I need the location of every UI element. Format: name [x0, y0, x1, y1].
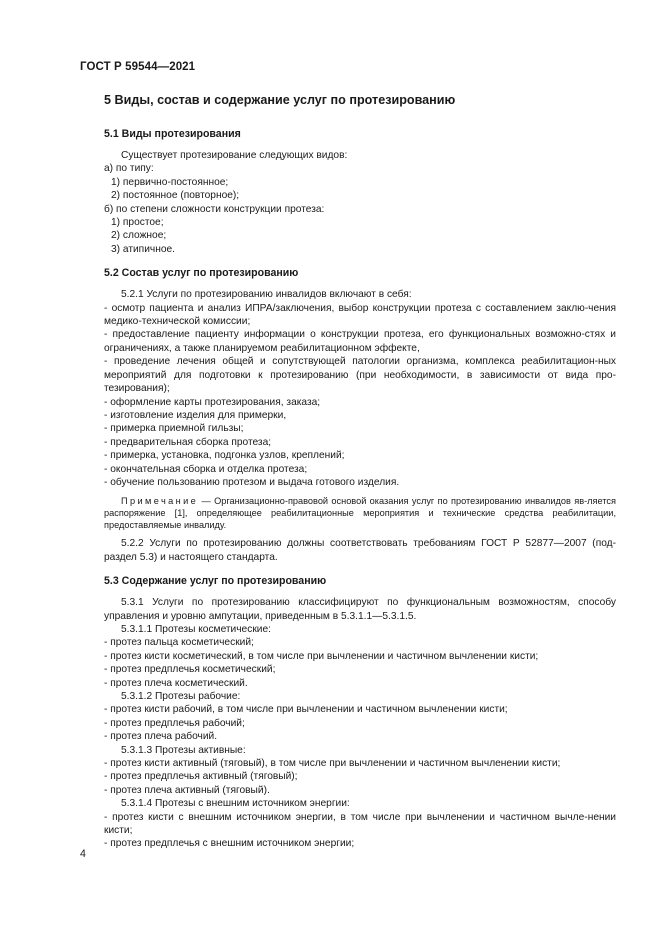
list-item: 2) постоянное (повторное);: [111, 190, 240, 202]
note: [104, 495, 616, 531]
list-item: - оформление карты протезирования, заказа;: [104, 396, 321, 408]
standard-header: ГОСТ Р 59544—2021: [80, 61, 196, 73]
section-5-1-title: 5.1 Виды протезирования: [104, 128, 241, 140]
note-label: Примечание: [121, 496, 199, 507]
list-item: - протез пальца косметический;: [104, 637, 254, 649]
page-content: [104, 93, 616, 851]
list-item: - протез кисти с внешним источником энергии, в том числе при вычленении и частичном вычле-нении кисти;: [104, 811, 616, 837]
paragraph: Существует протезирование следующих видов:: [121, 150, 348, 161]
list-item: - изготовление изделия для примерки,: [104, 409, 287, 421]
section-5-3-title: 5.3 Содержание услуг по протезированию: [104, 575, 327, 588]
list-item: - протез кисти активный (тяговый), в том числе при вычленении и частичном вычленении кисти;: [104, 758, 561, 770]
list-item: - осмотр пациента и анализ ИПРА/заключения, выбор конструкции протеза с составлением заклю-чения медико-технической комиссии;: [104, 302, 616, 328]
paragraph: 5.2.1 Услуги по протезированию инвалидов включают в себя:: [121, 289, 412, 301]
note-dash: —: [198, 496, 215, 507]
list-item: б) по степени сложности конструкции протеза:: [104, 203, 325, 215]
list-item: - предварительная сборка протеза;: [104, 436, 272, 448]
list-item: - предоставление пациенту информации о конструкции протеза, его функциональных возможно-стях и ограничениях, а также планируемом реабилитационном эффекте,: [104, 329, 616, 354]
chapter-title: 5 Виды, состав и содержание услуг по протезированию: [104, 93, 456, 107]
list-item: - протез предплечья активный (тяговый);: [104, 771, 298, 783]
list-item: 5.3.1.2 Протезы рабочие:: [121, 691, 241, 702]
list-item: 5.3.1.4 Протезы с внешним источником энергии:: [121, 798, 350, 810]
list-item: - обучение пользованию протезом и выдача готового изделия.: [104, 476, 400, 488]
list-item: - протез предплечья с внешним источником энергии;: [104, 838, 355, 850]
note-text: Организационно-правовой основой оказания услуг по протезированию инвалидов яв-ляется распоряжение [1], определяющее реабилитационные мероприятия и технические средства реабилитации, предоставляемые инвалиду.: [104, 496, 616, 531]
list-item: - протез предплечья косметический;: [104, 664, 276, 676]
list-item: 2) сложное;: [111, 230, 167, 242]
list-item: - проведение лечения общей и сопутствующей патологии организма, комплекса реабилитацион-ных мероприятий для подготовки к протезированию (при необходимости, в зависимости от вида про-тезирования);: [104, 356, 616, 395]
list-item: - примерка приемной гильзы;: [104, 423, 244, 435]
list-item: 1) первично-постоянное;: [111, 176, 229, 188]
paragraph: 5.3.1 Услуги по протезированию классифицируют по функциональным возможностям, способу управления и уровню ампутации, приведенным в 5.3.1.1—5.3.1.5.: [104, 597, 616, 622]
list-item: 1) простое;: [111, 217, 164, 229]
list-item: - протез плеча рабочий.: [104, 731, 218, 743]
section-5-2-title: 5.2 Состав услуг по протезированию: [104, 267, 299, 280]
list-item: - окончательная сборка и отделка протеза;: [104, 463, 308, 475]
list-item: 5.3.1.1 Протезы косметические:: [121, 623, 271, 635]
list-item: - примерка, установка, подгонка узлов, креплений;: [104, 450, 345, 462]
list-item: - протез кисти рабочий, в том числе при вычленении и частичном вычленении кисти;: [104, 704, 508, 716]
list-item: 3) атипичное.: [111, 243, 175, 255]
paragraph: 5.2.2 Услуги по протезированию должны соответствовать требованиям ГОСТ Р 52877—2007 (под-раздел 5.3) и настоящего стандарта.: [104, 538, 616, 563]
list-item: а) по типу:: [104, 163, 154, 175]
list-item: - протез кисти косметический, в том числе при вычленении и частичном вычленении кисти;: [104, 650, 539, 662]
page-number: 4: [80, 848, 86, 860]
list-item: - протез плеча активный (тяговый).: [104, 784, 270, 796]
list-item: - протез предплечья рабочий;: [104, 717, 245, 729]
list-item: 5.3.1.3 Протезы активные:: [121, 744, 246, 756]
list-item: - протез плеча косметический.: [104, 677, 248, 689]
